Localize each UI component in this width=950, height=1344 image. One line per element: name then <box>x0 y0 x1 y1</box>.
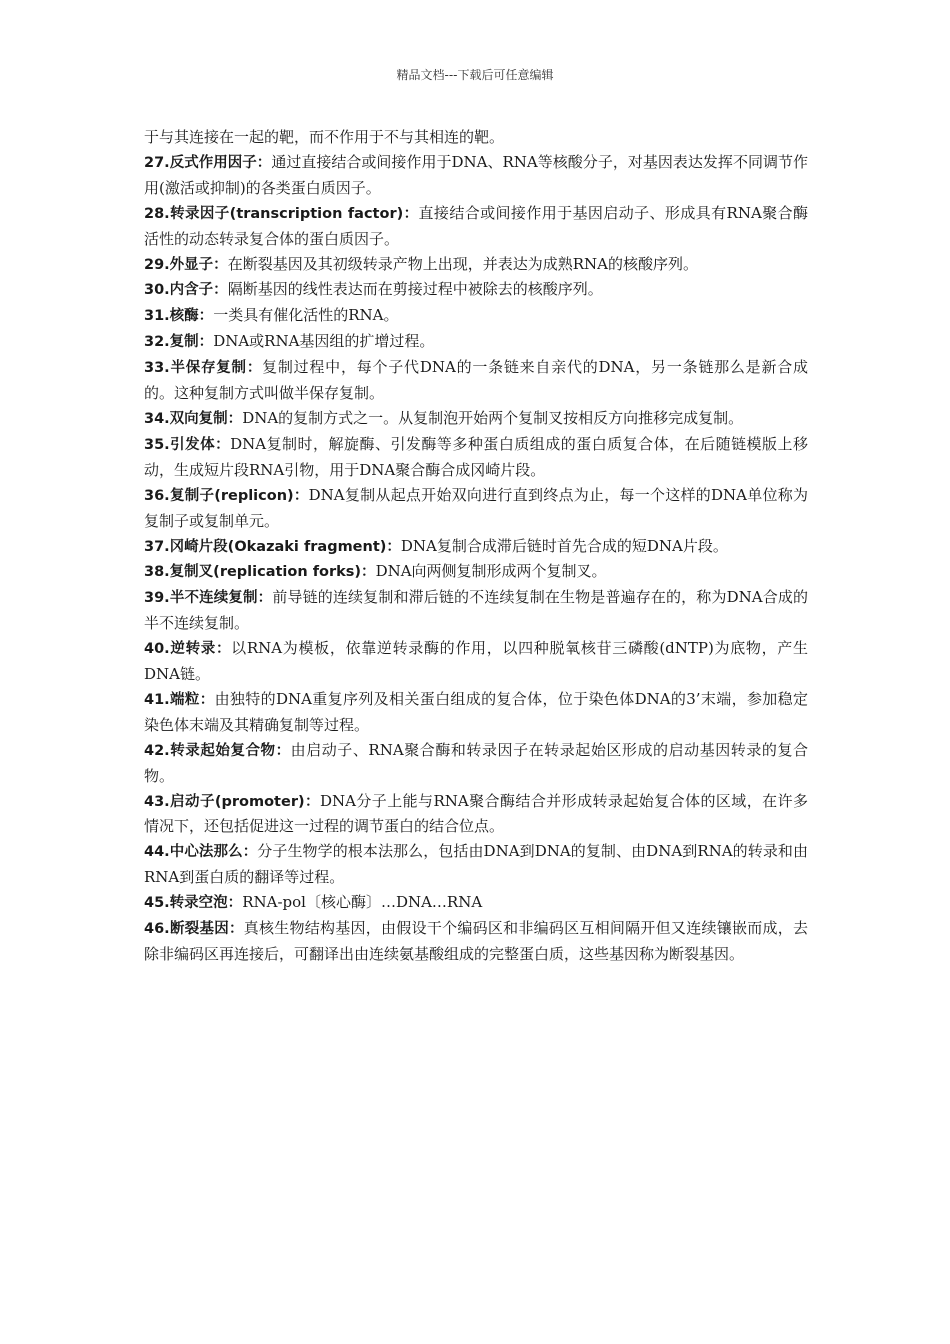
glossary-definition: DNA向两侧复制形成两个复制叉。 <box>375 562 607 581</box>
glossary-entry <box>144 252 808 278</box>
glossary-term: 41.端粒： <box>144 691 215 708</box>
glossary-entry <box>144 789 808 840</box>
glossary-entry <box>144 839 808 890</box>
glossary-term: 30.内含子： <box>144 282 228 299</box>
glossary-definition: 真核生物结构基因，由假设干个编码区和非编码区互相间隔开但又连续镶嵌而成，去除非编码区再连接后，可翻译出由连续氨基酸组成的完整蛋白质，这些基因称为断裂基因。 <box>144 919 808 963</box>
glossary-term: 44.中心法那么： <box>144 844 258 861</box>
glossary-entry <box>144 432 808 483</box>
glossary-entry <box>144 277 808 303</box>
glossary-definition: 一类具有催化活性的RNA。 <box>213 306 399 325</box>
glossary-entry <box>144 687 808 738</box>
glossary-term: 38.复制叉(replication forks)： <box>144 564 376 581</box>
glossary-definition: 通过直接结合或间接作用于DNA、RNA等核酸分子，对基因表达发挥不同调节作用(激活或抑制)的各类蛋白质因子。 <box>144 152 809 197</box>
glossary-term: 45.转录空泡： <box>144 895 243 912</box>
glossary-definition: 直接结合或间接作用于基因启动子、形成具有RNA聚合酶活性的动态转录复合体的蛋白质因子。 <box>144 203 808 248</box>
glossary-entry <box>144 201 808 252</box>
glossary-definition: 由独特的DNA重复序列及相关蛋白组成的复合体，位于染色体DNA的3’末端，参加稳定染色体末端及其精确复制等过程。 <box>144 689 808 734</box>
glossary-entry <box>144 150 808 201</box>
glossary-term: 28.转录因子(transcription factor)： <box>144 205 419 222</box>
glossary-definition: 复制过程中，每个子代DNA的一条链来自亲代的DNA，另一条链那么是新合成的。这种复制方式叫做半保存复制。 <box>144 358 808 403</box>
glossary-definition: RNA-pol〔核心酶〕…DNA…RNA <box>242 893 483 912</box>
glossary-definition: 以RNA为模板，依靠逆转录酶的作用，以四种脱氧核苷三磷酸(dNTP)为底物，产生DNA链。 <box>144 639 808 684</box>
glossary-entry <box>144 890 808 916</box>
glossary-term: 33.半保存复制： <box>144 360 263 377</box>
glossary-entry <box>144 329 808 355</box>
glossary-term: 37.冈崎片段(Okazaki fragment)： <box>144 538 401 555</box>
glossary-definition: DNA复制时，解旋酶、引发酶等多种蛋白质组成的蛋白质复合体，在后随链模版上移动，生成短片段RNA引物，用于DNA聚合酶合成冈崎片段。 <box>144 434 808 479</box>
glossary-term: 40.逆转录： <box>144 641 232 658</box>
glossary-definition: DNA复制合成滞后链时首先合成的短DNA片段。 <box>400 536 728 555</box>
glossary-term: 27.反式作用因子： <box>144 154 272 171</box>
glossary-term: 32.复制： <box>144 334 214 351</box>
glossary-definition: 隔断基因的线性表达而在剪接过程中被除去的核酸序列。 <box>227 280 603 299</box>
glossary-entry <box>144 916 808 967</box>
glossary-term: 36.复制子(replicon)： <box>144 487 309 504</box>
glossary-term: 42.转录起始复合物： <box>144 742 291 759</box>
glossary-definition: 由启动子、RNA聚合酶和转录因子在转录起始区形成的启动基因转录的复合物。 <box>144 740 808 785</box>
glossary-definition: 在断裂基因及其初级转录产物上出现，并表达为成熟RNA的核酸序列。 <box>227 254 698 273</box>
glossary-entry <box>144 636 808 687</box>
document-body <box>144 125 808 967</box>
glossary-definition: DNA分子上能与RNA聚合酶结合并形成转录起始复合体的区域，在许多情况下，还包括促进这一过程的调节蛋白的结合位点。 <box>144 791 808 836</box>
glossary-term: 43.启动子(promoter)： <box>144 793 320 810</box>
page-header: 精品文档---下载后可任意编辑 <box>396 68 554 82</box>
glossary-term: 39.半不连续复制： <box>144 590 273 607</box>
glossary-term: 31.核酶： <box>144 308 214 325</box>
glossary-entry <box>144 585 808 636</box>
glossary-entry <box>144 406 808 432</box>
glossary-list <box>144 150 808 967</box>
glossary-entry <box>144 559 808 585</box>
glossary-entry <box>144 303 808 329</box>
glossary-term: 46.断裂基因： <box>144 921 244 938</box>
glossary-entry <box>144 483 808 534</box>
glossary-entry <box>144 355 808 406</box>
glossary-definition: DNA复制从起点开始双向进行直到终点为止，每一个这样的DNA单位称为复制子或复制单元。 <box>144 485 808 530</box>
glossary-term: 34.双向复制： <box>144 410 243 427</box>
glossary-term: 29.外显子： <box>144 256 228 273</box>
glossary-definition: DNA或RNA基因组的扩增过程。 <box>213 332 435 351</box>
glossary-definition: 分子生物学的根本法那么，包括由DNA到DNA的复制、由DNA到RNA的转录和由RNA到蛋白质的翻译等过程。 <box>144 842 808 887</box>
intro-paragraph: 于与其连接在一起的靶，而不作用于不与其相连的靶。 <box>144 128 505 146</box>
glossary-entry <box>144 738 808 789</box>
glossary-definition: DNA的复制方式之一。从复制泡开始两个复制叉按相反方向推移完成复制。 <box>242 408 744 427</box>
glossary-entry <box>144 534 808 560</box>
glossary-term: 35.引发体： <box>144 436 231 453</box>
glossary-definition: 前导链的连续复制和滞后链的不连续复制在生物是普遍存在的，称为DNA合成的半不连续复制。 <box>144 588 808 633</box>
